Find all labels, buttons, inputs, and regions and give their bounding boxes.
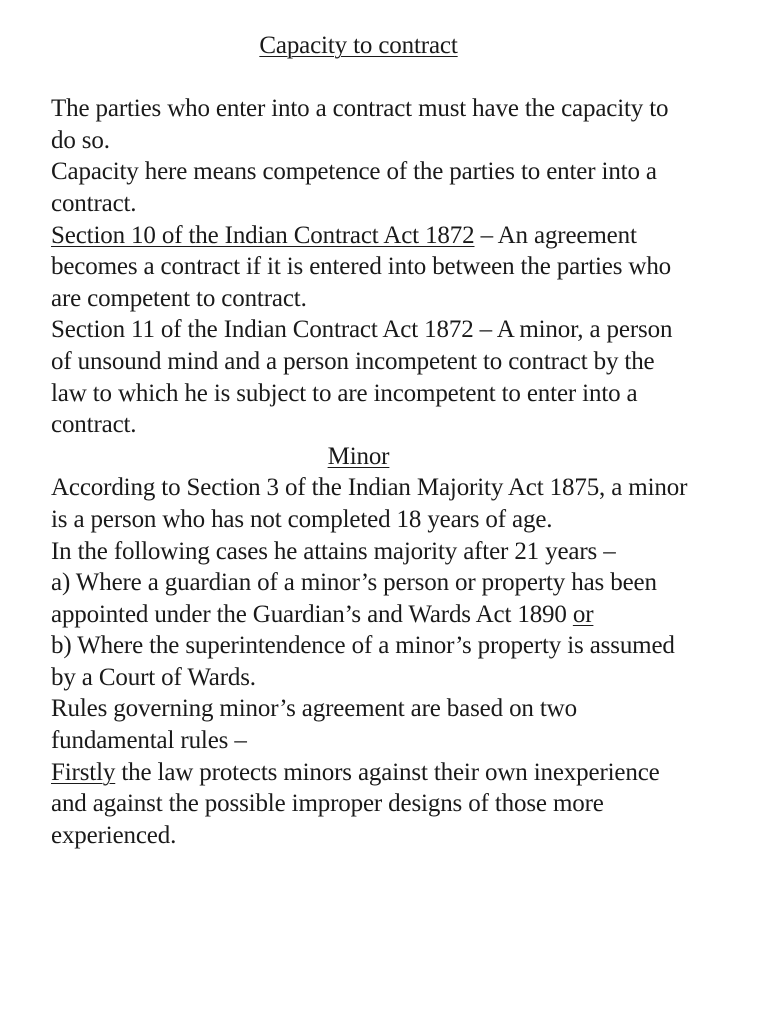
- case-a-or: or: [572, 600, 594, 628]
- section-10-text: – An agreement becomes a contract if it is entered into between the parties who are competent to contract.: [51, 221, 672, 312]
- paragraph-majority-act: According to Section 3 of the Indian Majority Act 1875, a minor is a person who has not completed 18 years of age.: [51, 474, 688, 533]
- heading-minor: Minor: [327, 442, 390, 470]
- paragraph-case-a: [51, 567, 691, 630]
- paragraph-capacity-meaning: Capacity here means competence of the parties to enter into a contract.: [51, 158, 657, 217]
- section-10-reference: Section 10 of the Indian Contract Act 1872: [51, 221, 475, 249]
- paragraph-firstly: [51, 757, 691, 852]
- paragraph-case-b: b) Where the superintendence of a minor’s property is assumed by a Court of Wards.: [51, 632, 675, 691]
- firstly-text: the law protects minors against their own inexperience and against the possible improper designs of those more experienced.: [51, 758, 660, 849]
- document-title: Capacity to contract: [259, 32, 458, 59]
- document-page: [51, 30, 691, 851]
- paragraph-majority-after-21: In the following cases he attains majority after 21 years –: [51, 537, 616, 565]
- paragraph-parties-capacity: The parties who enter into a contract must have the capacity to do so.: [51, 95, 669, 154]
- firstly-label: Firstly: [51, 758, 116, 786]
- paragraph-rules-governing: Rules governing minor’s agreement are based on two fundamental rules –: [51, 695, 577, 755]
- paragraph-section-11: Section 11 of the Indian Contract Act 1872 – A minor, a person of unsound mind and a person incompetent to contract by the law to which he is subject to are incompetent to enter into a contract.: [51, 316, 673, 439]
- case-a-text: a) Where a guardian of a minor’s person or property has been appointed under the Guardian’s and Wards Act 1890: [51, 569, 657, 628]
- paragraph-section-10: [51, 220, 691, 315]
